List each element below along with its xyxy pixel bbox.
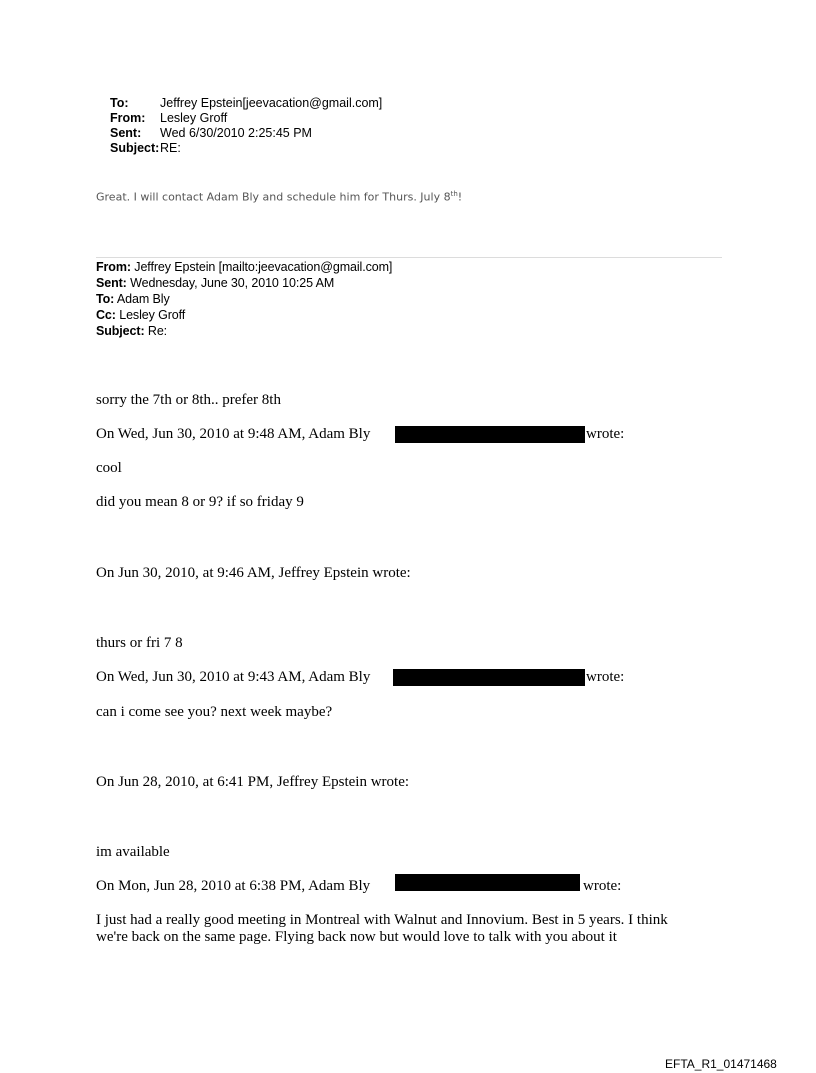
thread-attribution: On Mon, Jun 28, 2010 at 6:38 PM, Adam Bly <box>96 878 371 894</box>
thread-line: sorry the 7th or 8th.. prefer 8th <box>96 392 281 408</box>
thread-attribution-end: wrote: <box>583 878 622 894</box>
fwd-cc-value: Lesley Groff <box>115 308 186 322</box>
reply-body: Great. I will contact Adam Bly and schedule him for Thurs. July 8 <box>96 190 451 204</box>
sent-value: Wed 6/30/2010 2:25:45 PM <box>160 126 312 140</box>
thread-line: can i come see you? next week maybe? <box>96 704 333 720</box>
redaction-box <box>393 669 585 686</box>
fwd-sent-value: Wednesday, June 30, 2010 10:25 AM <box>126 276 335 290</box>
redaction-box <box>395 426 585 443</box>
reply-end: ! <box>457 190 463 204</box>
to-value: Jeffrey Epstein[jeevacation@gmail.com] <box>160 96 383 110</box>
fwd-from-value: Jeffrey Epstein [mailto:jeevacation@gmail.com] <box>130 260 393 274</box>
thread-line: I just had a really good meeting in Montreal with Walnut and Innovium. Best in 5 years. I think <box>96 912 668 928</box>
thread-line: thurs or fri 7 8 <box>96 635 183 651</box>
fwd-to-label: To: <box>96 292 115 306</box>
reply-text <box>96 190 462 204</box>
document-id: EFTA_R1_01471468 <box>665 1057 777 1071</box>
to-label: To: <box>110 96 129 110</box>
from-label: From: <box>110 111 146 125</box>
thread-attribution: On Jun 30, 2010, at 9:46 AM, Jeffrey Epstein wrote: <box>96 565 411 581</box>
fwd-cc-line <box>96 307 185 323</box>
thread-line: we're back on the same page. Flying back now but would love to talk with you about it <box>96 929 617 945</box>
fwd-to-line <box>96 291 170 307</box>
subject-label: Subject: <box>110 141 160 155</box>
from-value: Lesley Groff <box>160 111 228 125</box>
fwd-to-value: Adam Bly <box>114 292 170 306</box>
thread-line: did you mean 8 or 9? if so friday 9 <box>96 494 304 510</box>
thread-line: cool <box>96 460 122 476</box>
subject-value: RE: <box>160 141 181 155</box>
divider-line <box>96 257 722 258</box>
sent-label: Sent: <box>110 126 142 140</box>
thread-attribution: On Jun 28, 2010, at 6:41 PM, Jeffrey Epstein wrote: <box>96 774 410 790</box>
thread-attribution: On Wed, Jun 30, 2010 at 9:48 AM, Adam Bly <box>96 426 371 442</box>
fwd-from-label: From: <box>96 260 131 274</box>
fwd-subject-line <box>96 323 167 339</box>
thread-line: im available <box>96 844 170 860</box>
redaction-box <box>395 874 580 891</box>
thread-attribution: On Wed, Jun 30, 2010 at 9:43 AM, Adam Bly <box>96 669 371 685</box>
fwd-sent-label: Sent: <box>96 276 127 290</box>
fwd-subject-label: Subject: <box>96 324 145 338</box>
fwd-sent-line <box>96 275 334 291</box>
fwd-from-line <box>96 259 392 275</box>
reply-superscript: th <box>450 190 458 198</box>
thread-attribution-end: wrote: <box>586 426 625 442</box>
fwd-cc-label: Cc: <box>96 308 116 322</box>
fwd-subject-value: Re: <box>144 324 168 338</box>
thread-attribution-end: wrote: <box>586 669 625 685</box>
